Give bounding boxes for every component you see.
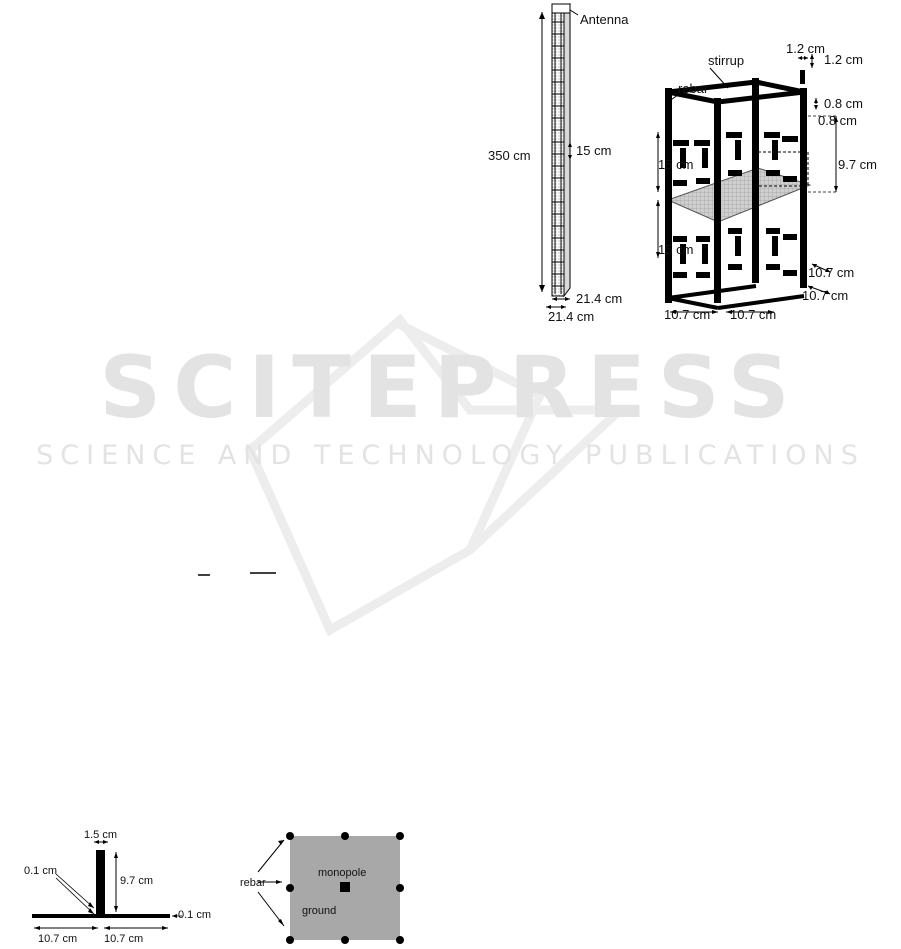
antenna-label: Antenna	[580, 12, 629, 27]
cage-monopole-height-label: 9.7 cm	[838, 157, 878, 172]
side-base-right-label: 10.7 cm	[104, 933, 144, 945]
small-marks-drawing	[180, 555, 300, 595]
top-monopole-label: monopole	[318, 867, 367, 879]
side-thickness-label: 0.1 cm	[178, 909, 212, 921]
watermark-book-shape	[0, 300, 901, 640]
side-width-label: 1.5 cm	[84, 829, 118, 841]
cage-rebar-label: rebar	[678, 81, 709, 96]
antenna-spacing-label: 15 cm	[576, 143, 612, 158]
cage-base-left-label: 10.7 cm	[664, 307, 711, 322]
scitepress-watermark	[0, 300, 901, 640]
side-base-left-label: 10.7 cm	[38, 933, 78, 945]
cage-dim-top-2: 1.2 cm	[824, 52, 864, 67]
cage-dim-top-1: 1.2 cm	[786, 41, 826, 56]
cage-depth-right-1: 10.7 cm	[808, 265, 855, 280]
monopole-side-view-figure	[0, 820, 235, 949]
cage-base-right-label: 10.7 cm	[730, 307, 777, 322]
monopole-side-view-drawing	[0, 820, 235, 949]
cage-depth-right-2: 10.7 cm	[802, 288, 849, 303]
watermark-title: SCITEPRESS	[99, 338, 802, 438]
cage-spacing-lower-label: 15 cm	[658, 242, 694, 257]
small-dimension-marks	[180, 555, 300, 595]
ground-plane-top-view-drawing	[240, 820, 480, 949]
antenna-width-front-label: 21.4 cm	[576, 291, 623, 306]
cage-dim-mid-2: 0.8 cm	[818, 113, 858, 128]
antenna-width-side-label: 21.4 cm	[548, 309, 595, 324]
watermark-subtitle: SCIENCE AND TECHNOLOGY PUBLICATIONS	[36, 440, 865, 471]
antenna-height-label: 350 cm	[488, 148, 531, 163]
cage-spacing-upper-label: 15 cm	[658, 157, 694, 172]
side-gap-label: 0.1 cm	[24, 865, 58, 877]
top-ground-label: ground	[302, 905, 337, 917]
top-rebar-label: rebar	[240, 877, 266, 889]
side-height-label: 9.7 cm	[120, 875, 154, 887]
cage-stirrup-label: stirrup	[708, 53, 745, 68]
ground-plane-top-view-figure	[240, 820, 480, 949]
cage-dim-mid-1: 0.8 cm	[824, 96, 864, 111]
rebar-cage-figure	[640, 40, 900, 340]
